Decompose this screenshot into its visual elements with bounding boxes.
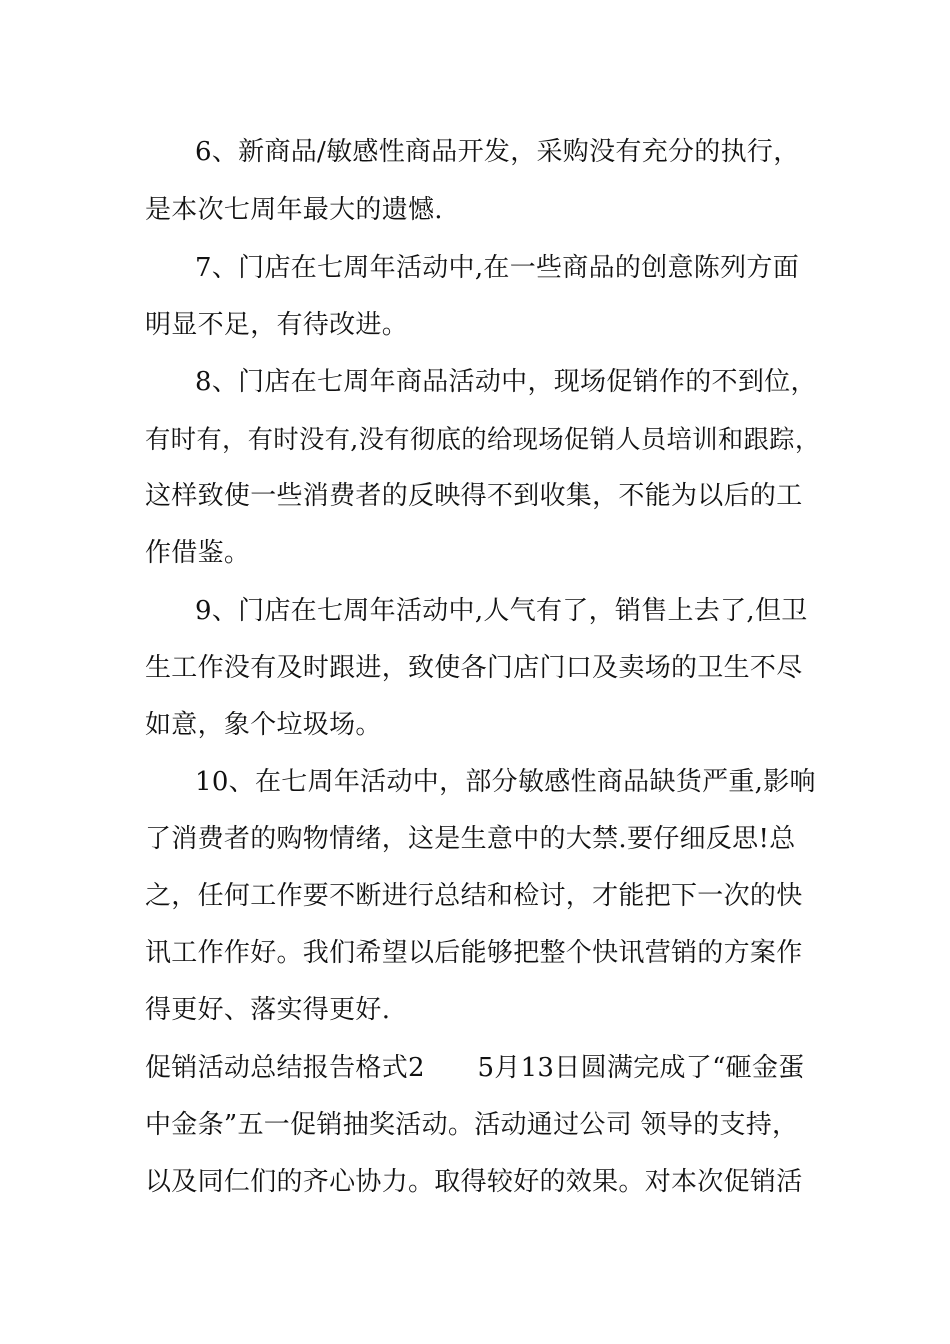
section-2-line-3: 以及同仁们的齐心协力。取得较好的效果。对本次促销活: [145, 1167, 803, 1197]
paragraph-10-line-1: 10、在七周年活动中，部分敏感性商品缺货严重,影响: [195, 767, 816, 797]
paragraph-9-line-1: 9、门店在七周年活动中,人气有了，销售上去了,但卫: [195, 596, 808, 626]
paragraph-7-line-1: 7、门店在七周年活动中,在一些商品的创意陈列方面: [195, 253, 800, 283]
paragraph-10-line-5: 得更好、落实得更好.: [145, 995, 391, 1025]
paragraph-10-line-3: 之，任何工作要不断进行总结和检讨，才能把下一次的快: [145, 881, 803, 911]
paragraph-8-line-4: 作借鉴。: [145, 538, 251, 568]
paragraph-9-line-2: 生工作没有及时跟进，致使各门店门口及卖场的卫生不尽: [145, 653, 803, 683]
paragraph-6-line-1: 6、新商品/敏感性商品开发，采购没有充分的执行，: [195, 137, 800, 167]
paragraph-10-line-2: 了消费者的购物情绪，这是生意中的大禁.要仔细反思!总: [145, 824, 796, 854]
paragraph-9-line-3: 如意，象个垃圾场。: [145, 710, 382, 740]
section-2-line-1: 促销活动总结报告格式2 5月13日圆满完成了“砸金蛋: [145, 1053, 805, 1083]
paragraph-7-line-2: 明显不足，有待改进。: [145, 310, 409, 340]
paragraph-10-line-4: 讯工作作好。我们希望以后能够把整个快讯营销的方案作: [145, 938, 803, 968]
paragraph-8-line-1: 8、门店在七周年商品活动中，现场促销作的不到位，: [195, 367, 817, 397]
paragraph-8-line-2: 有时有，有时没有,没有彻底的给现场促销人员培训和跟踪，: [145, 424, 821, 454]
section-2-line-2: 中金条”五一促销抽奖活动。活动通过公司 领导的支持，: [145, 1110, 799, 1140]
paragraph-8-line-3: 这样致使一些消费者的反映得不到收集，不能为以后的工: [145, 481, 803, 511]
paragraph-6-line-2: 是本次七周年最大的遗憾.: [145, 195, 443, 225]
